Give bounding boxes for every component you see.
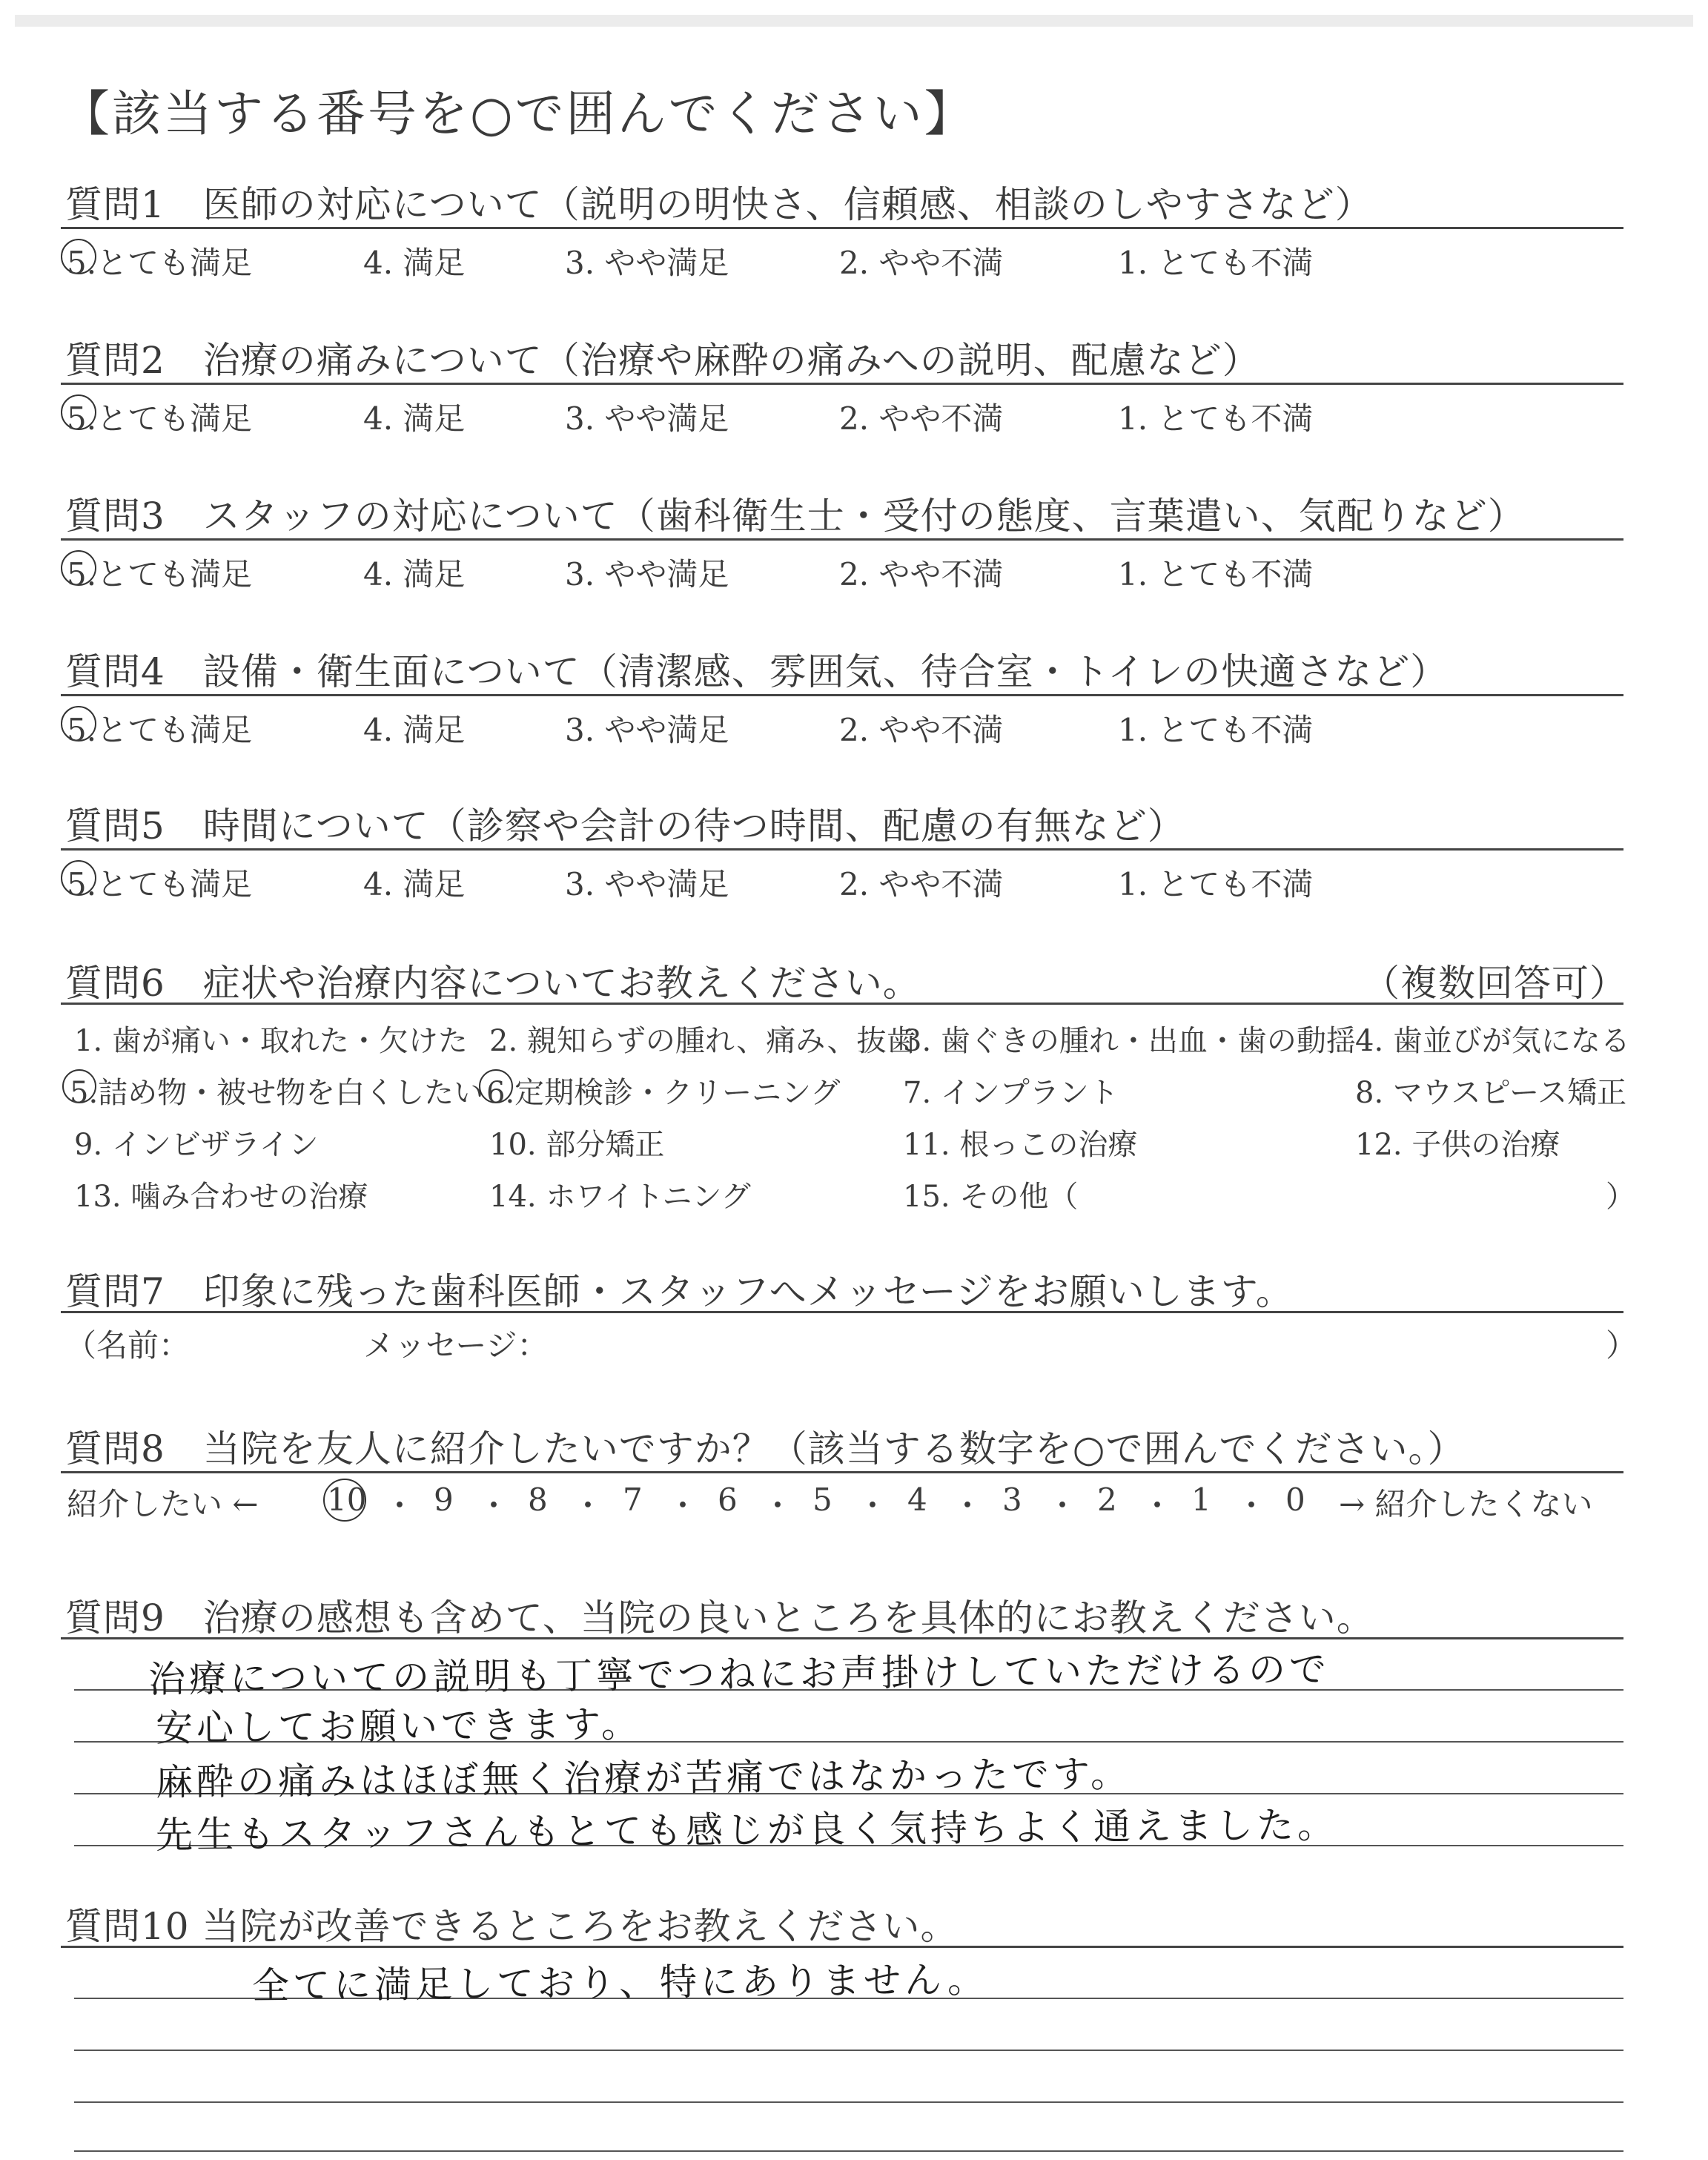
scale-value-1[interactable]: 1 [1191,1482,1211,1518]
scale-left-label: 紹介したい ← [67,1486,259,1522]
question-7-rule [61,1311,1623,1313]
handwritten-answer-9-line-3: 麻酔の痛みはほぼ無く治療が苦痛ではなかったです。 [155,1752,1132,1804]
option-2[interactable]: 2. やや不満 [839,245,1004,281]
symptom-option-5[interactable]: 5.詰め物・被せ物を白くしたい [70,1076,484,1110]
question-6-note: （複数回答可） [1363,962,1627,1005]
symptom-option-8[interactable]: 8. マウスピース矯正 [1355,1076,1627,1110]
question-5-title: 質問5 時間について（診察や会計の待つ時間、配慮の有無など） [65,805,1185,848]
question-3-rule [61,538,1623,541]
scale-value-6[interactable]: 6 [718,1482,738,1518]
instruction-heading: 【該当する番号を○で囲んでください】 [61,85,976,142]
scale-dot: ・ [667,1487,699,1524]
handwritten-answer-9-line-2: 安心してお願いできます。 [155,1702,643,1750]
symptom-option-13[interactable]: 13. 噛み合わせの治療 [74,1180,368,1214]
question-6-rule [61,1003,1623,1005]
option-1[interactable]: 1. とても不満 [1118,400,1314,437]
option-2[interactable]: 2. やや不満 [839,712,1004,748]
option-4[interactable]: 4. 満足 [363,400,466,437]
message-label: メッセージ： [363,1327,549,1364]
symptom-option-11[interactable]: 11. 根っこの治療 [903,1128,1138,1162]
symptom-option-4[interactable]: 4. 歯並びが気になる [1355,1024,1630,1058]
question-3-title: 質問3 スタッフの対応について（歯科衛生士・受付の態度、言葉遣い、気配りなど） [65,495,1526,538]
scale-right-label: → 紹介したくない [1339,1486,1593,1522]
scale-dot: ・ [478,1487,510,1524]
question-5-rule [61,848,1623,851]
option-4[interactable]: 4. 満足 [363,712,466,748]
scale-dot: ・ [1142,1487,1174,1524]
page-top-edge [15,15,1693,27]
symptom-option-10[interactable]: 10. 部分矯正 [489,1128,665,1162]
question-9-title: 質問9 治療の感想も含めて、当院の良いところを具体的にお教えください。 [65,1596,1374,1639]
scale-dot: ・ [572,1487,604,1524]
answer-line [74,2050,1623,2051]
option-2[interactable]: 2. やや不満 [839,556,1004,592]
question-2-title: 質問2 治療の痛みについて（治療や麻酔の痛みへの説明、配慮など） [65,339,1260,382]
symptom-option-7[interactable]: 7. インプラント [903,1076,1119,1110]
scale-dot: ・ [952,1487,984,1524]
option-5[interactable]: 5.とても満足 [67,400,253,437]
option-1[interactable]: 1. とても不満 [1118,866,1314,902]
question-9-rule [61,1637,1623,1639]
question-6-title: 質問6 症状や治療内容についてお教えください。 [65,962,921,1005]
option-2[interactable]: 2. やや不満 [839,400,1004,437]
option-3[interactable]: 3. やや満足 [565,866,729,902]
question-8-title: 質問8 当院を友人に紹介したいですか？（該当する数字を○で囲んでください。） [65,1427,1466,1470]
symptom-option-3[interactable]: 3. 歯ぐきの腫れ・出血・歯の動揺 [903,1024,1356,1058]
option-4[interactable]: 4. 満足 [363,866,466,902]
symptom-option-15[interactable]: 15. その他（ [903,1180,1079,1214]
symptom-option-12[interactable]: 12. 子供の治療 [1355,1128,1560,1162]
scale-value-5[interactable]: 5 [812,1482,833,1518]
scale-value-2[interactable]: 2 [1097,1482,1117,1518]
question-8-rule [61,1471,1623,1473]
handwritten-answer-9-line-4: 先生もスタッフさんもとても感じが良く気持ちよく通えました。 [155,1803,1339,1857]
symptom-option-6[interactable]: 6.定期検診・クリーニング [486,1076,841,1110]
option-3[interactable]: 3. やや満足 [565,400,729,437]
scale-value-7[interactable]: 7 [623,1482,643,1518]
question-10-rule [61,1946,1623,1948]
option-5[interactable]: 5.とても満足 [67,866,253,902]
question-7-title: 質問7 印象に残った歯科医師・スタッフへメッセージをお願いします。 [65,1270,1294,1313]
answer-line [74,2101,1623,2103]
question-10-title: 質問10 当院が改善できるところをお教えください。 [65,1905,959,1948]
symptom-option-14[interactable]: 14. ホワイトニング [489,1180,751,1214]
handwritten-answer-10-line-1: 全てに満足しており、特にありません。 [251,1958,989,2008]
scale-dot: ・ [1047,1487,1079,1524]
scale-value-8[interactable]: 8 [528,1482,548,1518]
message-close-paren: ） [1606,1327,1638,1364]
scale-value-10[interactable]: 10 [327,1482,367,1518]
other-close-paren: ） [1606,1180,1635,1214]
question-4-title: 質問4 設備・衛生面について（清潔感、雰囲気、待合室・トイレの快適さなど） [65,650,1449,693]
name-label: （名前： [65,1327,191,1364]
option-3[interactable]: 3. やや満足 [565,245,729,281]
question-1-title: 質問1 医師の対応について（説明の明快さ、信頼感、相談のしやすさなど） [65,183,1373,226]
option-1[interactable]: 1. とても不満 [1118,712,1314,748]
option-1[interactable]: 1. とても不満 [1118,245,1314,281]
handwritten-answer-9-line-1: 治療についての説明も丁寧でつねにお声掛けしていただけるので [148,1648,1331,1701]
question-1-rule [61,227,1623,229]
option-3[interactable]: 3. やや満足 [565,712,729,748]
scale-dot: ・ [384,1487,416,1524]
scale-value-9[interactable]: 9 [434,1482,454,1518]
option-5[interactable]: 5.とても満足 [67,556,253,592]
symptom-option-1[interactable]: 1. 歯が痛い・取れた・欠けた [74,1024,468,1058]
symptom-option-9[interactable]: 9. インビザライン [74,1128,319,1162]
option-4[interactable]: 4. 満足 [363,556,466,592]
option-4[interactable]: 4. 満足 [363,245,466,281]
scale-dot: ・ [1236,1487,1268,1524]
option-3[interactable]: 3. やや満足 [565,556,729,592]
question-4-rule [61,694,1623,696]
scale-value-4[interactable]: 4 [907,1482,927,1518]
option-1[interactable]: 1. とても不満 [1118,556,1314,592]
option-5[interactable]: 5.とても満足 [67,712,253,748]
scale-value-0[interactable]: 0 [1285,1482,1305,1518]
answer-line [74,2150,1623,2152]
scale-value-3[interactable]: 3 [1002,1482,1022,1518]
symptom-option-2[interactable]: 2. 親知らずの腫れ、痛み、抜歯 [489,1024,916,1058]
scale-dot: ・ [857,1487,889,1524]
option-2[interactable]: 2. やや不満 [839,866,1004,902]
scale-dot: ・ [762,1487,794,1524]
option-5[interactable]: 5.とても満足 [67,245,253,281]
question-2-rule [61,383,1623,385]
